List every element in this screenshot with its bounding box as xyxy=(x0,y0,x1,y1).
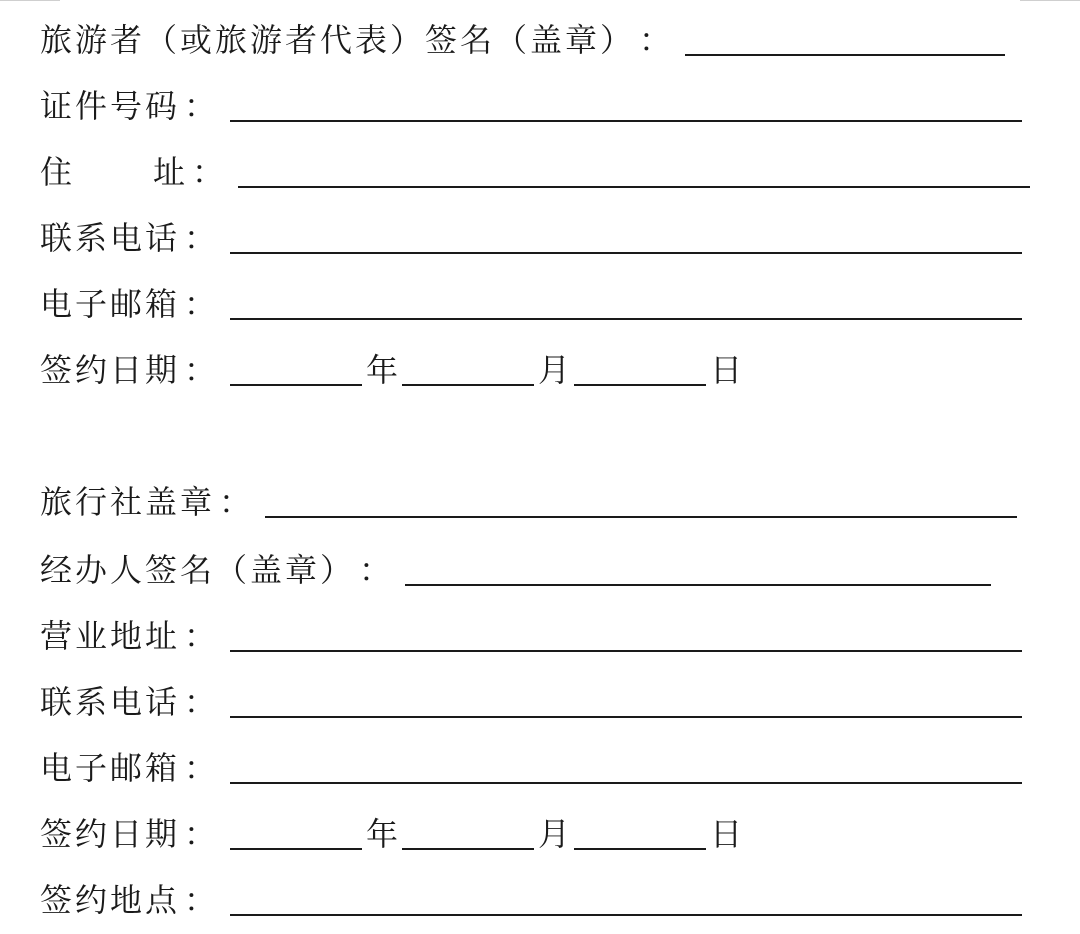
month-unit: 月 xyxy=(538,351,571,389)
traveler-date-label: 签约日期 xyxy=(40,351,181,389)
colon: ： xyxy=(184,617,217,655)
traveler-address-field[interactable] xyxy=(238,156,1030,188)
agency-place-field[interactable] xyxy=(230,884,1022,916)
agency-address-label: 营业地址 xyxy=(40,617,181,655)
colon: ： xyxy=(639,21,672,59)
traveler-phone-row xyxy=(40,218,1022,258)
traveler-id-label: 证件号码 xyxy=(40,87,181,125)
agency-agent-row xyxy=(40,550,991,590)
agency-seal-row xyxy=(40,482,1017,522)
agency-agent-field[interactable] xyxy=(405,554,991,586)
traveler-date-row xyxy=(40,350,746,390)
traveler-address-row xyxy=(40,152,1030,192)
agency-year-field[interactable] xyxy=(230,818,362,850)
colon: ： xyxy=(184,351,217,389)
traveler-month-field[interactable] xyxy=(402,354,534,386)
traveler-id-row xyxy=(40,86,1022,126)
traveler-phone-label: 联系电话 xyxy=(40,219,181,257)
agency-month-field[interactable] xyxy=(402,818,534,850)
colon: ： xyxy=(359,551,392,589)
colon: ： xyxy=(184,285,217,323)
day-unit: 日 xyxy=(710,351,743,389)
traveler-email-field[interactable] xyxy=(230,288,1022,320)
agency-day-field[interactable] xyxy=(574,818,706,850)
colon: ： xyxy=(219,483,252,521)
traveler-sign-row xyxy=(40,20,1005,60)
agency-place-row xyxy=(40,880,1022,920)
traveler-sign-field[interactable] xyxy=(685,24,1005,56)
agency-phone-field[interactable] xyxy=(230,686,1022,718)
agency-address-row xyxy=(40,616,1022,656)
agency-phone-row xyxy=(40,682,1022,722)
colon: ： xyxy=(184,219,217,257)
traveler-email-row xyxy=(40,284,1022,324)
agency-email-row xyxy=(40,748,1022,788)
traveler-email-label: 电子邮箱 xyxy=(40,285,181,323)
colon: ： xyxy=(184,683,217,721)
page-corner-mark-right xyxy=(1020,0,1080,3)
colon: ： xyxy=(184,749,217,787)
traveler-address-label xyxy=(40,152,188,192)
agency-address-field[interactable] xyxy=(230,620,1022,652)
colon: ： xyxy=(192,153,225,191)
colon: ： xyxy=(184,881,217,919)
agency-phone-label: 联系电话 xyxy=(40,683,181,721)
traveler-phone-field[interactable] xyxy=(230,222,1022,254)
traveler-year-field[interactable] xyxy=(230,354,362,386)
colon: ： xyxy=(184,815,217,853)
traveler-address-label-a: 住 xyxy=(40,153,76,191)
agency-date-label: 签约日期 xyxy=(40,815,181,853)
agency-email-field[interactable] xyxy=(230,752,1022,784)
traveler-sign-label: 旅游者（或旅游者代表）签名（盖章） xyxy=(40,21,636,59)
agency-agent-label: 经办人签名（盖章） xyxy=(40,551,356,589)
agency-seal-label: 旅行社盖章 xyxy=(40,483,216,521)
agency-email-label: 电子邮箱 xyxy=(40,749,181,787)
agency-date-row xyxy=(40,814,746,854)
colon: ： xyxy=(184,87,217,125)
traveler-id-field[interactable] xyxy=(230,90,1022,122)
year-unit: 年 xyxy=(366,351,399,389)
traveler-address-label-b: 址 xyxy=(152,153,188,191)
agency-seal-field[interactable] xyxy=(265,486,1017,518)
day-unit: 日 xyxy=(710,815,743,853)
year-unit: 年 xyxy=(366,815,399,853)
page-corner-mark-left xyxy=(0,0,60,3)
traveler-day-field[interactable] xyxy=(574,354,706,386)
agency-place-label: 签约地点 xyxy=(40,881,181,919)
month-unit: 月 xyxy=(538,815,571,853)
